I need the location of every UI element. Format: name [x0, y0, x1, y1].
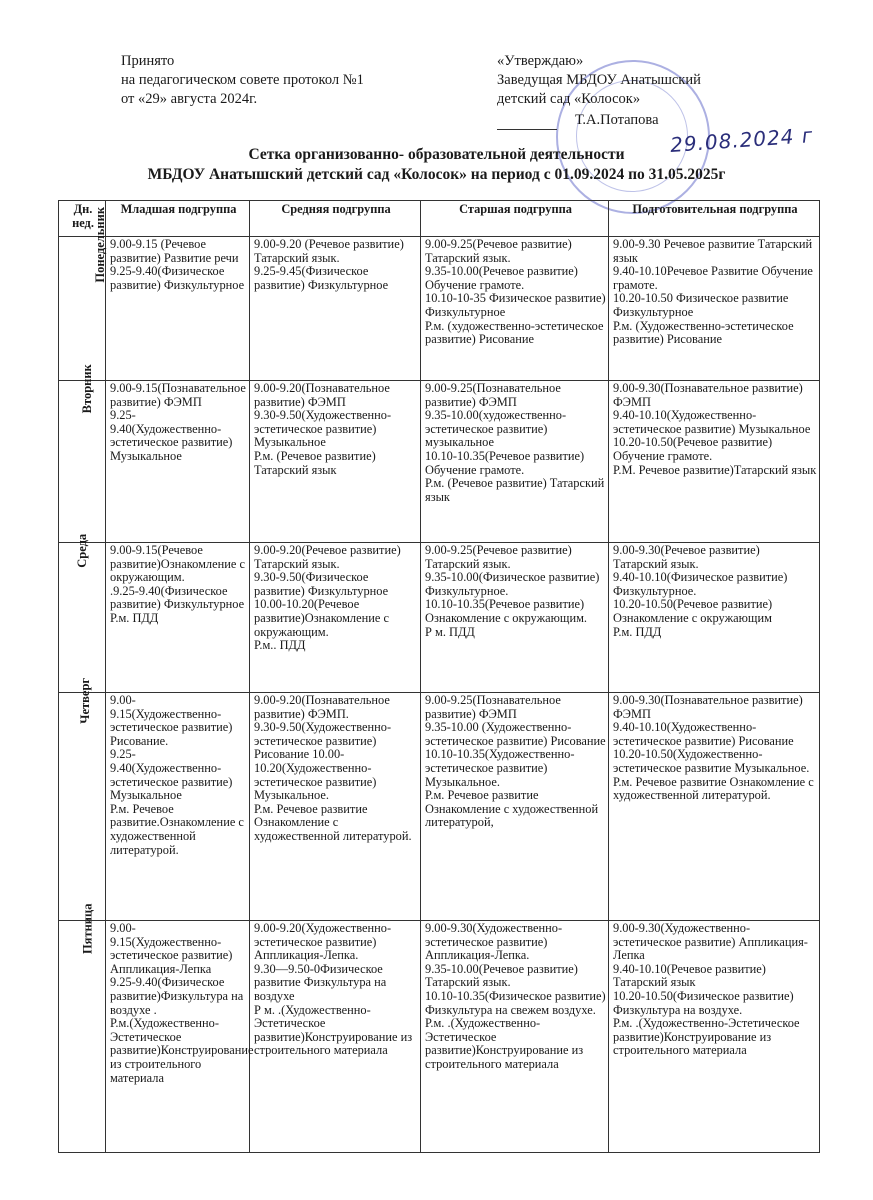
signature-line	[497, 117, 557, 130]
schedule-cell: 9.00-9.20(Художественно-эстетическое развитие) Аппликация-Лепка. 9.30—9.50-0Физическое развитие Физкультура на воздухе Р м. .(Художественно-Эстетическое развитие)Конструирование из строительного материала	[250, 921, 421, 1153]
schedule-cell: 9.00-9.20 (Речевое развитие) Татарский язык. 9.25-9.45(Физическое развитие) Физкультурное	[250, 237, 421, 381]
approver-line-2: Заведущая МБДОУ Анатышский	[497, 72, 701, 88]
schedule-cell: 9.00-9.15(Художественно-эстетическое развитие) Рисование. 9.25-9.40(Художественно-эстетическое развитие) Музыкальное Р.м. Речевое развитие.Ознакомление с художественной литературой.	[106, 693, 250, 921]
schedule-cell: 9.00-9.30(Познавательное развитие) ФЭМП 9.40-10.10(Художественно-эстетическое развитие) Рисование 10.20-10.50(Художественно-эстетическое развитие Музыкальное. Р.м. Речевое развитие Ознакомление с художественной литературой.	[609, 693, 820, 921]
day-label: Понедельник	[93, 206, 108, 283]
schedule-cell: 9.00-9.15(Речевое развитие)Ознакомление с окружающим. .9.25-9.40(Физическое развитие) Физкультурное Р.м. ПДД	[106, 543, 250, 693]
approval-line-3: от «29» августа 2024г.	[121, 91, 258, 107]
schedule-cell: 9.00-9.25(Познавательное развитие) ФЭМП 9.35-10.00 (Художественно-эстетическое развитие) Рисование 10.10-10.35(Художественно-эстетическое развитие) Музыкальное. Р.м. Речевое развитие Ознакомление с художественной литературой,	[421, 693, 609, 921]
approval-line-2: на педагогическом совете протокол №1	[121, 72, 364, 88]
table-header-row	[59, 201, 820, 237]
schedule-cell: 9.00-9.25(Речевое развитие) Татарский язык. 9.35-10.00(Речевое развитие) Обучение грамоте. 10.10-10-35 Физическое развитие) Физкультурное Р.м. (художественно-эстетическое развитие) Рисование	[421, 237, 609, 381]
schedule-cell: 9.00-9.15(Художественно-эстетическое развитие) Аппликация-Лепка 9.25-9.40(Физическое развитие)Физкультура на воздухе . Р.м.(Художественно-Эстетическое развитие)Конструирование из строительного материала	[106, 921, 250, 1153]
document-title	[0, 145, 873, 185]
signature-row	[497, 111, 701, 130]
approver-line-3: детский сад «Колосок»	[497, 91, 641, 107]
approval-note	[121, 52, 364, 109]
table-row	[59, 693, 820, 921]
table-row	[59, 543, 820, 693]
day-label: Среда	[75, 533, 90, 568]
day-cell	[59, 364, 106, 543]
table-row	[59, 237, 820, 381]
day-cell	[59, 903, 106, 1153]
col-header-junior: Младшая подгруппа	[106, 201, 250, 237]
day-label: Четверг	[78, 677, 93, 724]
day-label: Вторник	[79, 364, 94, 414]
approval-line-1: Принято	[121, 53, 175, 69]
title-line-1: Сетка организованно- образовательной деятельности	[248, 146, 625, 163]
handwritten-date: 29.08.2024 г	[669, 123, 815, 157]
schedule-cell: 9.00-9.20(Познавательное развитие) ФЭМП. 9.30-9.50(Художественно-эстетическое развитие) Рисование 10.00-10.20(Художественно-эстетическое развитие) Музыкальное. Р.м. Речевое развитие Ознакомление с художественной литературой.	[250, 693, 421, 921]
day-cell	[59, 677, 106, 921]
schedule-cell: 9.00-9.25(Познавательное развитие) ФЭМП 9.35-10.00(художественно-эстетическое развитие) музыкальное 10.10-10.35(Речевое развитие) Обучение грамоте. Р.м. (Речевое развитие) Татарский язык	[421, 381, 609, 543]
col-header-preparatory: Подготовительная подгруппа	[609, 201, 820, 237]
schedule-cell: 9.00-9.20(Познавательное развитие) ФЭМП 9.30-9.50(Художественно-эстетическое развитие) Музыкальное Р.м. (Речевое развитие) Татарский язык	[250, 381, 421, 543]
approver-block	[497, 52, 701, 130]
schedule-cell: 9.00-9.30(Художественно-эстетическое развитие) Аппликация-Лепка 9.40-10.10(Речевое развитие) Татарский язык 10.20-10.50(Физическое развитие) Физкультура на воздухе. Р.м. .(Художественно-Эстетическое развитие)Конструирование из строительного материала	[609, 921, 820, 1153]
schedule-cell: 9.00-9.30(Познавательное развитие) ФЭМП 9.40-10.10(Художественно-эстетическое развитие) Музыкальное 10.20-10.50(Речевое развитие) Обучение грамоте. Р.М. Речевое развитие)Татарский язык	[609, 381, 820, 543]
col-header-day: Дн. нед.	[59, 201, 106, 237]
col-header-middle: Средняя подгруппа	[250, 201, 421, 237]
schedule-cell: 9.00-9.30(Речевое развитие) Татарский язык. 9.40-10.10(Физическое развитие) Физкультурное. 10.20-10.50(Речевое развитие) Ознакомление с окружающим Р.м. ПДД	[609, 543, 820, 693]
schedule-cell: 9.00-9.30(Художественно-эстетическое развитие) Аппликация-Лепка. 9.35-10.00(Речевое развитие) Татарский язык. 10.10-10.35(Физическое развитие) Физкультура на свежем воздухе. Р.м. .(Художественно-Эстетическое развитие)Конструирование из строительного материала	[421, 921, 609, 1153]
col-header-senior: Старшая подгруппа	[421, 201, 609, 237]
schedule-table	[58, 200, 820, 1153]
schedule-cell: 9.00-9.20(Речевое развитие) Татарский язык. 9.30-9.50(Физическое развитие) Физкультурное 10.00-10.20(Речевое развитие)Ознакомление с окружающим. Р.м.. ПДД	[250, 543, 421, 693]
schedule-cell: 9.00-9.15 (Речевое развитие) Развитие речи 9.25-9.40(Физическое развитие) Физкультурное	[106, 237, 250, 381]
schedule-cell: 9.00-9.15(Познавательное развитие) ФЭМП 9.25-9.40(Художественно-эстетическое развитие) Музыкальное	[106, 381, 250, 543]
table-row	[59, 381, 820, 543]
approver-line-1: «Утверждаю»	[497, 53, 584, 69]
day-label: Пятница	[80, 903, 95, 955]
schedule-cell: 9.00-9.25(Речевое развитие) Татарский язык. 9.35-10.00(Физическое развитие) Физкультурное. 10.10-10.35(Речевое развитие) Ознакомление с окружающим. Р м. ПДД	[421, 543, 609, 693]
day-cell	[59, 533, 106, 693]
title-line-2: МБДОУ Анатышский детский сад «Колосок» на период с 01.09.2024 по 31.05.2025г	[147, 166, 726, 183]
signer-name: Т.А.Потапова	[575, 112, 659, 128]
table-row	[59, 921, 820, 1153]
schedule-cell: 9.00-9.30 Речевое развитие Татарский язык 9.40-10.10Речевое Развитие Обучение грамоте. 10.20-10.50 Физическое развитие Физкультурное Р.м. (Художественно-эстетическое развитие) Рисование	[609, 237, 820, 381]
